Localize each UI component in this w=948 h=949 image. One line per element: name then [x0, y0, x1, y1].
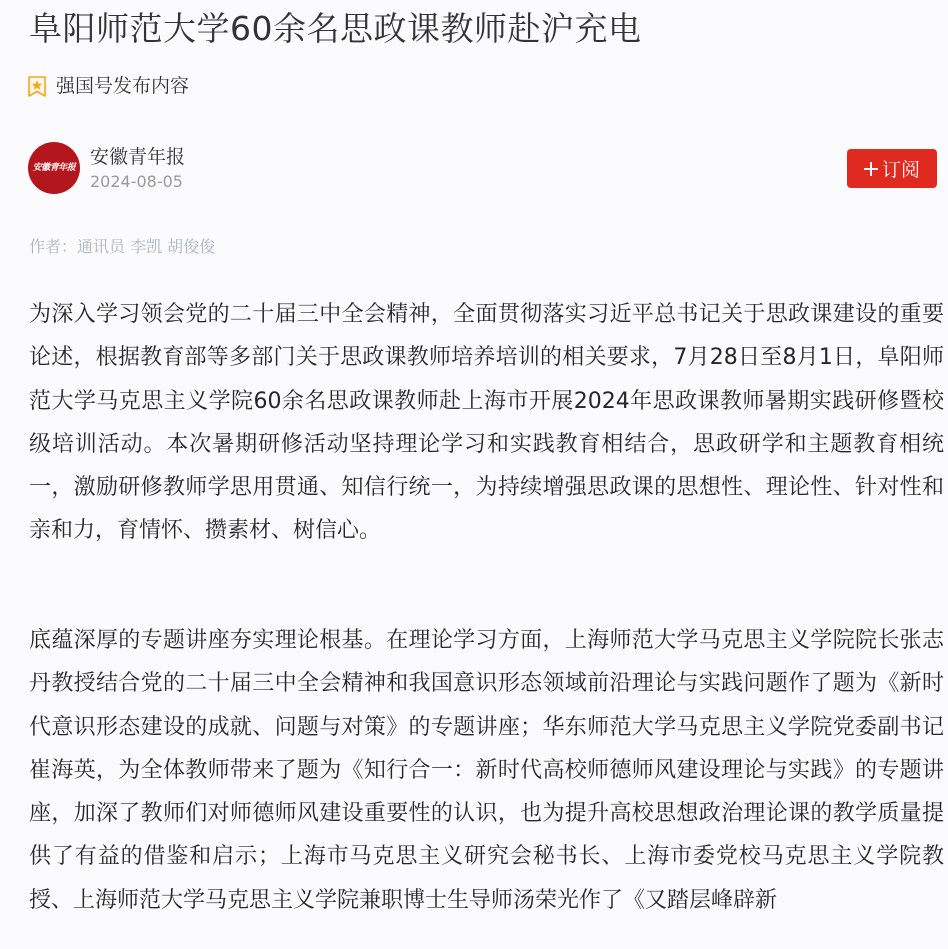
- paragraph: 底蕴深厚的专题讲座夯实理论根基。在理论学习方面，上海师范大学马克思主义学院院长张志丹教授结合党的二十届三中全会精神和我国意识形态领域前沿理论与实践问题作了题为《新时代意识形态建设的成就、问题与对策》的专题讲座；华东师范大学马克思主义学院党委副书记崔海英，为全体教师带来了题为《知行合一：新时代高校师德师风建设理论与实践》的专题讲座，加深了教师们对师德师风建设重要性的认识，也为提升高校思想政治理论课的教学质量提供了有益的借鉴和启示；上海市马克思主义研究会秘书长、上海市委党校马克思主义学院教授、上海师范大学马克思主义学院兼职博士生导师汤荣光作了《又踏层峰辟新: [29, 628, 944, 913]
- avatar-logo-text: 安徽青年报: [32, 163, 76, 173]
- source-label: 强国号发布内容: [56, 75, 190, 97]
- star-badge-icon: [28, 76, 46, 97]
- publish-date: 2024-08-05: [90, 172, 183, 191]
- byline: 作者：通讯员 李凯 胡俊俊: [29, 237, 216, 256]
- subscribe-label: 订阅: [881, 159, 920, 181]
- publisher-name[interactable]: 安徽青年报: [90, 146, 186, 168]
- paragraph: 为深入学习领会党的二十届三中全会精神，全面贯彻落实习近平总书记关于思政课建设的重要论述，根据教育部等多部门关于思政课教师培养培训的相关要求，7月28日至8月1日，阜阳师范大学马克思主义学院60余名思政课教师赴上海市开展2024年思政课教师暑期实践研修暨校级培训活动。本次暑期研修活动坚持理论学习和实践教育相结合，思政研学和主题教育相统一，激励研修教师学思用贯通、知信行统一，为持续增强思政课的思想性、理论性、针对性和亲和力，育情怀、攒素材、树信心。: [29, 302, 944, 544]
- plus-icon: [864, 162, 878, 176]
- source-tag: [28, 73, 189, 99]
- publisher-avatar[interactable]: [28, 142, 80, 194]
- subscribe-button[interactable]: [847, 149, 937, 188]
- article-title: 阜阳师范大学60余名思政课教师赴沪充电: [29, 9, 642, 48]
